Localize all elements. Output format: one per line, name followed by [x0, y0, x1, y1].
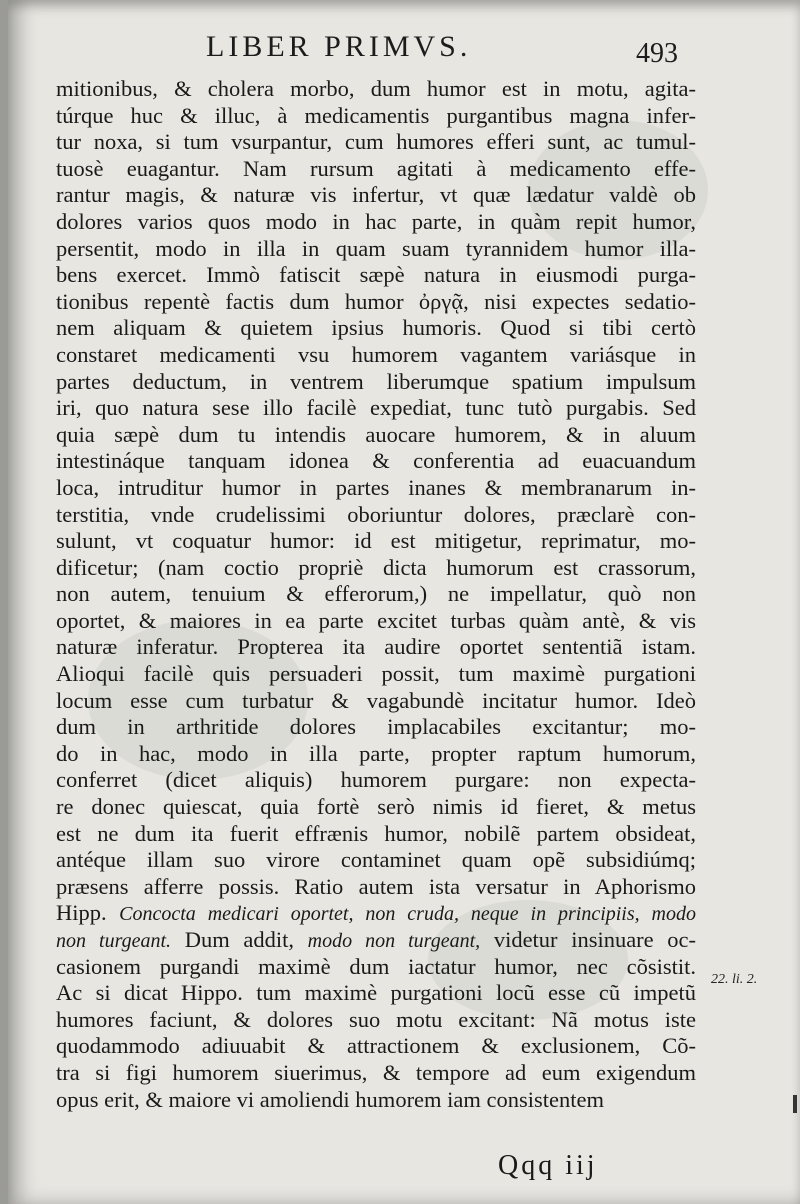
book-page: [8, 0, 800, 1204]
text-line: nem aliquam & quietem ipsius humoris. Quod si tibi certò: [56, 315, 696, 341]
text-line: est ne dum ita fuerit effrænis humor, nobilẽ partem obsideat,: [56, 820, 696, 846]
page-number: 493: [636, 38, 678, 69]
running-title: LIBER PRIMVS.: [206, 30, 472, 63]
text-line: locum esse cum turbatur & vagabundè incitatur humor. Ideò: [56, 687, 696, 713]
italic-quote: non turgeant.: [56, 930, 172, 952]
text-line: intestináque tanquam idonea & conferentia ad euacuandum: [56, 448, 696, 474]
margin-note: 22. li. 2.: [711, 972, 758, 987]
text-line: oportet, & maiores in ea parte excitet turbas quàm antè, & vis: [56, 607, 696, 633]
signature-mark: Qqq iij: [498, 1150, 598, 1181]
text-line: quodammodo adiuuabit & attractionem & exclusionem, Cõ-: [56, 1033, 696, 1059]
text-line: dolores varios quos modo in hac parte, in quàm repit humor,: [56, 208, 696, 234]
text-line: conferret (dicet aliquis) humorem purgare: non expecta-: [56, 767, 696, 793]
text-line: partes deductum, in ventrem liberumque spatium impulsum: [56, 368, 696, 394]
paragraph-block: [56, 954, 696, 1114]
italic-quote: Concocta medicari oportet, non cruda, neque in principiis, modo: [119, 903, 696, 926]
text-line: Alioqui facilè quis persuaderi possit, tum maximè purgationi: [56, 661, 696, 687]
text-line: naturæ inferatur. Propterea ita audire oportet sententiã istam.: [56, 634, 696, 660]
text-line: [56, 927, 696, 954]
text-line: sulunt, vt coquatur humor: id est mitigetur, reprimatur, mo-: [56, 528, 696, 554]
text-line: terstitia, vnde crudelissimi oboriuntur dolores, præclarè con-: [56, 501, 696, 527]
text-line: [56, 900, 696, 927]
text-line: tionibus repentè factis dum humor ὀργᾷ, nisi expectes sedatio-: [56, 288, 696, 314]
text-line: persentit, modo in illa in quam suam tyrannidem humor illa-: [56, 235, 696, 261]
text-line: rantur magis, & naturæ vis infertur, vt quæ lædatur valdè ob: [56, 182, 696, 208]
text-line: iri, quo natura sese illo facilè expediat, tunc tutò purgabis. Sed: [56, 395, 696, 421]
text-body: [56, 76, 696, 1113]
text-line: tur noxa, si tum vsurpantur, cum humores efferi sunt, ac tumul-: [56, 129, 696, 155]
text-line: tra si figi humorem siuerimus, & tempore ad eum exigendum: [56, 1059, 696, 1085]
roman-text: videtur insinuare oc-: [493, 927, 697, 952]
roman-text: Dum addit,: [184, 927, 294, 952]
text-line: casionem purgandi maximè dum iactatur humor, nec cõsistit.: [56, 953, 696, 979]
text-line: constaret medicamenti vsu humorem vagantem variásque in: [56, 341, 696, 367]
text-line: antéque illam suo virore contaminet quam opẽ subsidiúmq;: [56, 847, 696, 873]
text-line: quia sæpè dum tu intendis auocare humorem, & in aluum: [56, 421, 696, 447]
text-line: mitionibus, & cholera morbo, dum humor est in motu, agita-: [56, 76, 696, 101]
text-line: bens exercet. Immò fatiscit sæpè natura in eiusmodi purga-: [56, 262, 696, 288]
text-line: re donec quiescat, quia fortè serò nimis id fieret, & metus: [56, 794, 696, 820]
paragraph-block: [56, 76, 696, 900]
text-line: tuosè euagantur. Nam rursum agitati à medicamento effe-: [56, 155, 696, 181]
text-line: loca, intruditur humor in partes inanes & membranarum in-: [56, 474, 696, 500]
text-line: humores faciunt, & dolores suo motu excitant: Nã motus iste: [56, 1006, 696, 1032]
text-line: dum in arthritide dolores implacabiles excitantur; mo-: [56, 714, 696, 740]
text-line: dificetur; (nam coctio propriè dicta humorum est crassorum,: [56, 554, 696, 580]
roman-text: Hipp.: [56, 900, 107, 926]
text-line: do in hac, modo in illa parte, propter raptum humorum,: [56, 740, 696, 766]
margin-mark: [793, 1095, 797, 1113]
text-line: non autem, tenuium & efferorum,) ne impellatur, quò non: [56, 581, 696, 607]
text-line: opus erit, & maiore vi amoliendi humorem iam consistentem: [56, 1086, 605, 1112]
text-line: præsens afferre possis. Ratio autem ista versatur in Aphorismo: [56, 873, 696, 899]
italic-quote: modo non turgeant,: [307, 930, 481, 952]
text-line: túrque huc & illuc, à medicamentis purgantibus magna infer-: [56, 102, 696, 128]
page-header: [68, 30, 768, 70]
text-line: Ac si dicat Hippo. tum maximè purgationi locũ esse cũ impetũ: [56, 980, 696, 1006]
